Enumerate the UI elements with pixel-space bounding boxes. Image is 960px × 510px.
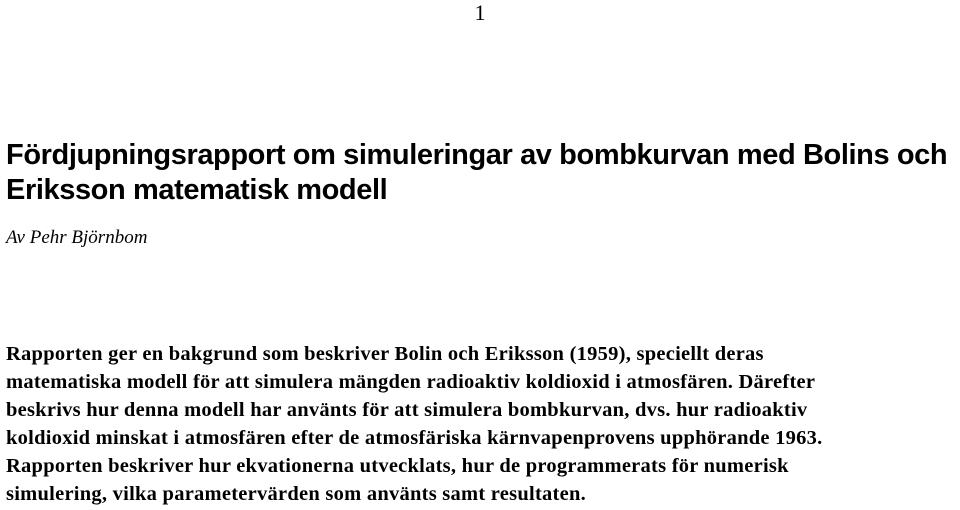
abstract-line: Rapporten ger en bakgrund som beskriver Bolin och Eriksson (1959), speciellt deras	[6, 343, 764, 365]
abstract-line: beskrivs hur denna modell har använts för att simulera bombkurvan, dvs. hur radioaktiv	[6, 399, 808, 421]
abstract-paragraph	[6, 340, 958, 508]
abstract-line: matematiska modell för att simulera mängden radioaktiv koldioxid i atmosfären. Därefter	[6, 371, 816, 393]
author-line: Av Pehr Björnbom	[6, 227, 148, 248]
abstract-line: Rapporten beskriver hur ekvationerna utvecklats, hur de programmerats för numerisk	[6, 455, 789, 477]
page-number: 1	[474, 0, 486, 25]
abstract-line: simulering, vilka parametervärden som använts samt resultaten.	[6, 483, 586, 505]
abstract-line: koldioxid minskat i atmosfären efter de atmosfäriska kärnvapenprovens upphörande 1963.	[6, 427, 823, 449]
document-title: Fördjupningsrapport om simuleringar av bombkurvan med Bolins och Eriksson matematisk modell	[6, 139, 948, 206]
